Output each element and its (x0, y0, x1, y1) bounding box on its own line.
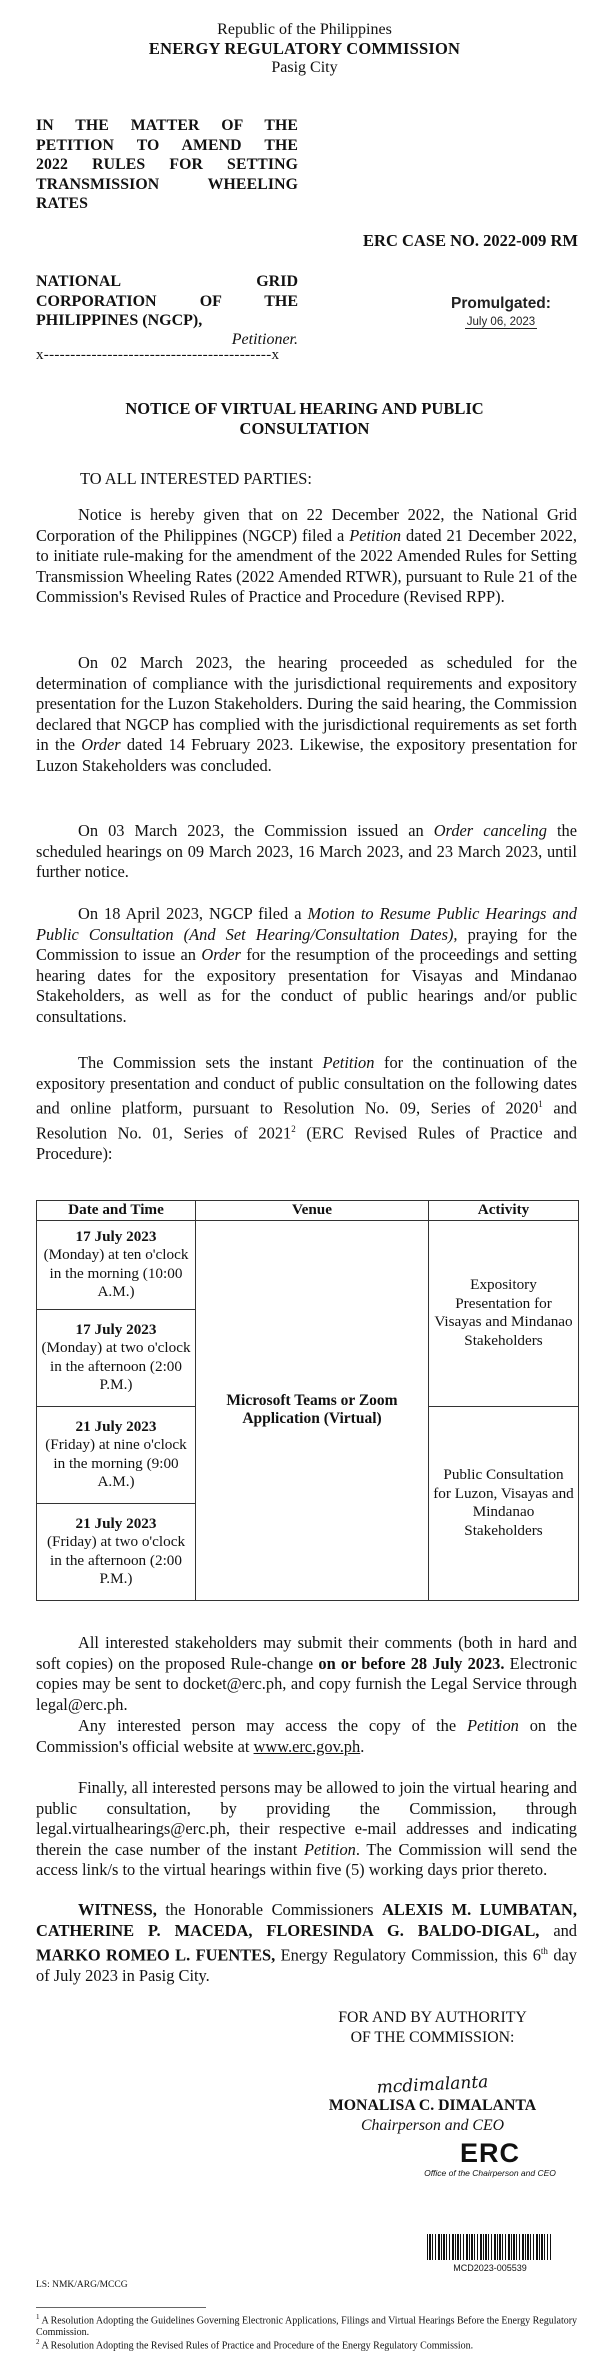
party-line: PHILIPPINES (NGCP), (36, 312, 203, 329)
venue: Microsoft Teams or Zoom Application (Virtual) (226, 1391, 398, 1427)
text-italic: Order (81, 735, 121, 754)
erc-stamp-logo: ERC (459, 2138, 520, 2168)
case-matter-line: 2022 RULES FOR SETTING (36, 156, 298, 173)
initials: LS: NMK/ARG/MCCG (36, 2280, 128, 2290)
text: Electronic copies may be sent to docket@erc.ph, and copy furnish the Legal Service through legal@erc.ph. (36, 1653, 577, 1714)
promulgated-label: Promulgated: (451, 295, 551, 312)
text: dated 14 February 2023. Likewise, the expository presentation for Luzon Stakeholders was concluded. (36, 735, 578, 775)
header-city: Pasig City (271, 59, 338, 76)
case-matter-line: TRANSMISSION WHEELING (36, 175, 298, 193)
text: Finally, all interested persons may be allowed to join the virtual hearing and public consultation, by providing the Commission, through legal.virtualhearings@erc.ph, their respective e-mail addresses and indicating therein the case number of the instant (36, 1778, 577, 1859)
paragraph-cancel-order (36, 821, 577, 883)
text: the scheduled hearings on 09 March 2023, 16 March 2023, and 23 March 2023, until further notice. (36, 821, 577, 881)
paragraph-schedule-intro (36, 1053, 577, 1164)
text: praying for the Commission to issue an (36, 924, 577, 964)
text: dated 21 December 2022, to initiate rule-making for the amendment of the 2022 Amended Rules for Setting Transmission Wheeling Rates (2022 Amended RTWR), pursuant to Rule 21 of the Commission's Revised Rules of Practice and Procedure (Revised RPP). (36, 525, 577, 606)
ordinal-suffix: th (540, 1946, 548, 1956)
case-matter-line: PETITION TO AMEND THE (36, 136, 298, 154)
text: day of July 2023 in Pasig City. (36, 1945, 577, 1985)
time: (Monday) at ten o'clock in the morning (10:00 A.M.) (43, 1246, 189, 1300)
text: The Commission sets the instant (78, 1053, 323, 1072)
text-bold: WITNESS, (78, 1900, 157, 1919)
activity: Expository Presentation for Visayas and Mindanao Stakeholders (434, 1276, 573, 1349)
case-matter-line: RATES (36, 195, 89, 212)
footnote-divider (36, 2307, 206, 2308)
text: On 18 April 2023, NGCP filed a (78, 904, 308, 923)
footnote-text: A Resolution Adopting the Revised Rules of Practice and Procedure of the Energy Regulatory Commission. (41, 2340, 474, 2352)
text: and (539, 1920, 577, 1940)
petitioner-party (36, 272, 298, 331)
signatory-name: MONALISA C. DIMALANTA (328, 2097, 537, 2114)
date: 17 July 2023 (75, 1227, 157, 1245)
text: on the Commission's official website at (36, 1716, 577, 1756)
header-republic: Republic of the Philippines (217, 21, 392, 38)
text: for the continuation of the expository presentation and conduct of public consultation on the following dates and online platform, pursuant to Resolution No. 09, Series of 2020 (36, 1053, 577, 1118)
text-bold: MARKO ROMEO L. FUENTES, (36, 1945, 276, 1965)
text: (ERC Revised Rules of Practice and Procedure): (36, 1123, 577, 1163)
table-cell-activity (429, 1406, 579, 1600)
promulgated-date (421, 316, 581, 328)
header-date-time: Date and Time (37, 1201, 196, 1221)
time: (Friday) at two o'clock in the afternoon (2:00 P.M.) (46, 1533, 186, 1587)
table-cell-activity (429, 1220, 579, 1406)
case-matter-line: IN THE MATTER OF THE (36, 117, 298, 134)
text-italic: Petition (303, 1839, 356, 1859)
header-venue: Venue (196, 1201, 429, 1221)
paragraph-virtual-join (36, 1778, 577, 1881)
stamp-code: MCD2023-005539 (453, 2263, 527, 2273)
footnote-2 (36, 2336, 581, 2352)
text: for the resumption of the proceedings and setting hearing dates for the expository presentation for Visayas and Mindanao Stakeholders, as well as for the conduct of public hearings and/or public consultations. (36, 945, 577, 1026)
text: Notice is hereby given that on 22 December 2022, the National Grid Corporation of the Philippines (NGCP) filed a (36, 505, 577, 545)
text-italic: Petition (466, 1716, 519, 1735)
text-italic: Motion to Resume Public Hearings and Public Consultation (And Set Hearing/Consultation Dates), (36, 904, 578, 944)
website-link[interactable]: www.erc.gov.ph (253, 1736, 361, 1756)
case-number: ERC CASE NO. 2022-009 RM (363, 231, 578, 250)
header-commission: ENERGY REGULATORY COMMISSION (148, 39, 461, 58)
date: 21 July 2023 (75, 1514, 157, 1532)
table-cell-date (37, 1406, 196, 1503)
text-italic: Order (201, 945, 241, 964)
table-header-row (37, 1201, 579, 1221)
footnote-ref: 2 (291, 1123, 296, 1134)
text-bold: ALEXIS M. LUMBATAN, CATHERINE P. MACEDA, FLORESINDA G. BALDO-DIGAL, (36, 1900, 577, 1940)
paragraph-march-hearing (36, 653, 577, 776)
paragraph-motion (36, 904, 577, 1027)
paragraph-witness (36, 1900, 577, 1986)
text-bold: on or before 28 July 2023. (318, 1653, 505, 1673)
schedule-table (36, 1200, 579, 1601)
date: 21 July 2023 (75, 1417, 157, 1435)
text: Energy Regulatory Commission, this 6 (275, 1945, 541, 1965)
text: On 02 March 2023, the hearing proceeded as scheduled for the determination of compliance with the jurisdictional requirements and expository presentation for the Luzon Stakeholders. During the said hearing, the Commission declared that NGCP has complied with the jurisdictional requirements as set forth in the (36, 653, 577, 754)
footnote-ref: 1 (538, 1099, 543, 1109)
salutation: TO ALL INTERESTED PARTIES: (80, 469, 312, 488)
promulgated-date-text: July 06, 2023 (466, 316, 536, 328)
caption-separator: x-------------------------------------------x (36, 347, 280, 363)
text: . (360, 1736, 365, 1756)
party-line: CORPORATION OF THE (36, 292, 298, 310)
paragraph-comments (36, 1633, 577, 1715)
text-italic: Order canceling (433, 821, 547, 840)
stamp-office: Office of the Chairperson and CEO (424, 2168, 556, 2178)
barcode (427, 2234, 551, 2260)
notice-title: NOTICE OF VIRTUAL HEARING AND PUBLIC CONSULTATION (125, 399, 484, 438)
date: 17 July 2023 (75, 1320, 157, 1338)
text: Any interested person may access the copy of the (78, 1716, 467, 1735)
text-italic: Petition (322, 1053, 375, 1072)
time: (Friday) at nine o'clock in the morning (9:00 A.M.) (45, 1436, 187, 1490)
party-line: NATIONAL GRID (36, 273, 298, 290)
authority-line-2: OF THE COMMISSION: (350, 2029, 515, 2046)
text: and Resolution No. 01, Series of 2021 (36, 1098, 578, 1143)
footnote-mark: 2 (36, 2338, 40, 2346)
footnote-text: A Resolution Adopting the Guidelines Governing Electronic Applications, Filings and Virtual Hearings Before the Energy Regulatory Commission. (36, 2315, 578, 2339)
text: the Honorable Commissioners (156, 1900, 383, 1919)
table-cell-date (37, 1503, 196, 1600)
authority-line-1: FOR AND BY AUTHORITY (338, 2009, 527, 2026)
header-activity: Activity (429, 1201, 579, 1221)
table-cell-venue (196, 1220, 429, 1600)
case-matter (36, 116, 298, 214)
footnote-mark: 1 (36, 2313, 40, 2321)
paragraph-access (36, 1716, 577, 1757)
text: All interested stakeholders may submit their comments (both in hard and soft copies) on the proposed Rule-change (36, 1633, 577, 1673)
paragraph-filing (36, 505, 577, 608)
signature-scribble: mcdimalanta (376, 2072, 489, 2098)
signatory-position: Chairperson and CEO (360, 2117, 505, 2134)
authority-line (280, 2008, 585, 2048)
table-cell-date (37, 1220, 196, 1309)
table-cell-date (37, 1309, 196, 1406)
text: . The Commission will send the access link/s to the virtual hearings within five (5) working days prior thereto. (36, 1839, 577, 1879)
text: On 03 March 2023, the Commission issued an (78, 821, 434, 840)
table-row (37, 1220, 579, 1309)
activity: Public Consultation for Luzon, Visayas and Mindanao Stakeholders (433, 1466, 574, 1539)
petitioner-label: Petitioner. (231, 331, 298, 348)
text-italic: Petition (349, 525, 402, 545)
time: (Monday) at two o'clock in the afternoon (2:00 P.M.) (41, 1339, 191, 1393)
